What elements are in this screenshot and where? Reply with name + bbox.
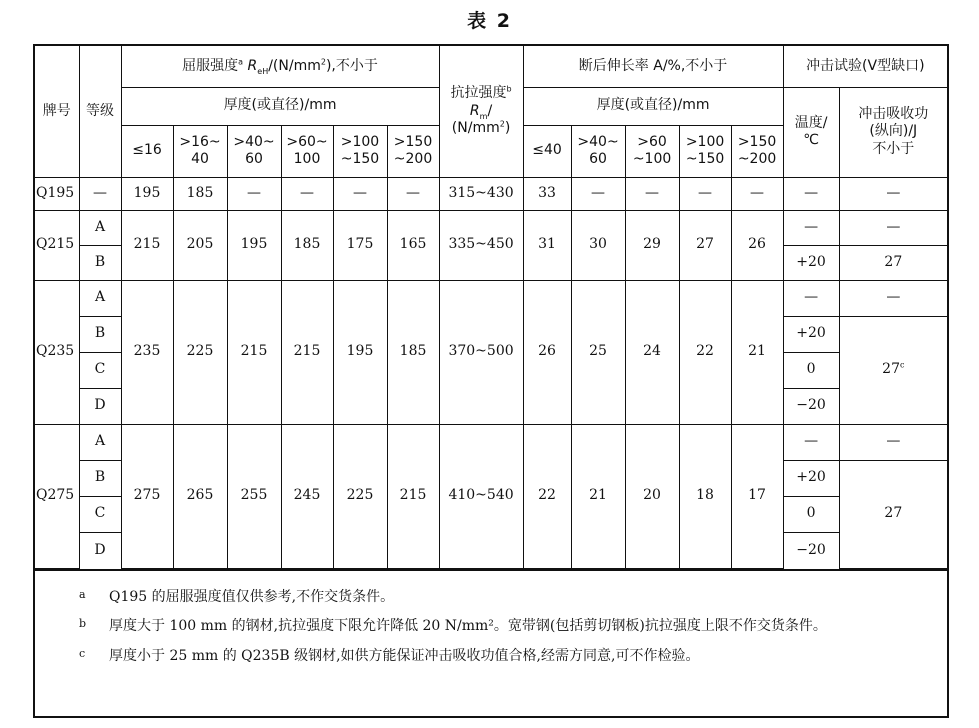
yield-value: 205 [173,210,227,280]
footnote-a [79,585,931,611]
temp-value: −20 [783,388,839,424]
brand-cell: Q215 [35,210,79,280]
yield-value: 185 [281,210,333,280]
yield-value: — [227,177,281,210]
yield-value: 195 [121,177,173,210]
elong-col-5: >150 ~200 [731,125,783,177]
temp-value: 0 [783,352,839,388]
grade-cell: D [79,532,121,568]
elong-value: — [679,177,731,210]
energy-value: 27 [839,245,947,280]
elong-col-2: >40~ 60 [571,125,625,177]
grade-cell: A [79,424,121,460]
yield-value: 265 [173,424,227,568]
yield-value: 245 [281,424,333,568]
grade-cell: B [79,316,121,352]
elong-value: 27 [679,210,731,280]
temp-value: — [783,177,839,210]
yield-value: 165 [387,210,439,280]
header-grade: 等级 [79,46,121,177]
energy-value: — [839,280,947,316]
elong-value: — [731,177,783,210]
yield-col-2: >16~ 40 [173,125,227,177]
yield-value: 175 [333,210,387,280]
table-row [35,177,947,210]
elong-value: — [625,177,679,210]
header-impact-test: 冲击试验(V型缺口) [783,46,947,87]
grade-cell: B [79,245,121,280]
elong-value: 24 [625,280,679,424]
header-elong-thickness: 厚度(或直径)/mm [523,87,783,125]
grade-cell: — [79,177,121,210]
footnote-b [79,614,931,640]
yield-col-3: >40~ 60 [227,125,281,177]
yield-value: 215 [227,280,281,424]
yield-value: — [281,177,333,210]
yield-col-5: >100 ~150 [333,125,387,177]
table-row [35,424,947,460]
temp-value: +20 [783,460,839,496]
energy-value: 27 [839,460,947,568]
footnote-mark: b [79,617,87,631]
yield-value: 185 [173,177,227,210]
header-yield-strength: 屈服强度$^a$ $R_{eH}/(N/mm^2)$,不小于 [121,46,439,87]
temp-value: — [783,210,839,245]
elong-value: 30 [571,210,625,280]
tensile-value: 370~500 [439,280,523,424]
header-tensile-strength: 抗拉强度$^b$ $R_m/$ $(N/mm^2)$ [439,46,523,177]
header-elongation: 断后伸长率 A/%,不小于 [523,46,783,87]
elong-value: 31 [523,210,571,280]
brand-cell: Q195 [35,177,79,210]
yield-col-6: >150 ~200 [387,125,439,177]
yield-value: 195 [333,280,387,424]
elong-col-1: ≤40 [523,125,571,177]
elong-value: 29 [625,210,679,280]
yield-value: 215 [121,210,173,280]
table-footnotes [35,569,947,671]
footnote-text: 厚度大于 100 mm 的钢材,抗拉强度下限允许降低 20 N/mm²。宽带钢(包括剪切钢板)抗拉强度上限不作交货条件。 [109,618,827,635]
grade-cell: C [79,352,121,388]
elong-col-3: >60 ~100 [625,125,679,177]
grade-cell: A [79,280,121,316]
temp-value: −20 [783,532,839,568]
yield-value: 275 [121,424,173,568]
elong-value: 22 [523,424,571,568]
elong-value: 25 [571,280,625,424]
elong-col-4: >100 ~150 [679,125,731,177]
brand-cell: Q235 [35,280,79,424]
energy-value: 27$^c$ [839,316,947,424]
yield-value: 255 [227,424,281,568]
temp-value: +20 [783,316,839,352]
elong-value: 26 [523,280,571,424]
yield-col-1: ≤16 [121,125,173,177]
footnote-mark: a [79,587,86,601]
table-title: 表 2 [467,10,512,32]
yield-value: 185 [387,280,439,424]
elong-value: 17 [731,424,783,568]
header-temperature: 温度/ ℃ [783,87,839,177]
tensile-value: 335~450 [439,210,523,280]
yield-value: 215 [281,280,333,424]
yield-value: — [387,177,439,210]
yield-value: 215 [387,424,439,568]
grade-cell: A [79,210,121,245]
table-row [35,280,947,316]
grade-cell: D [79,388,121,424]
tensile-value: 315~430 [439,177,523,210]
tensile-value: 410~540 [439,424,523,568]
footnote-text: 厚度小于 25 mm 的 Q235B 级钢材,如供方能保证冲击吸收功值合格,经需方同意,可不作检验。 [109,648,700,665]
footnote-c [79,644,931,670]
yield-value: 195 [227,210,281,280]
temp-value: +20 [783,245,839,280]
temp-value: — [783,424,839,460]
yield-value: — [333,177,387,210]
elong-value: 21 [571,424,625,568]
temp-value: 0 [783,496,839,532]
grade-cell: B [79,460,121,496]
energy-value: — [839,424,947,460]
grade-cell: C [79,496,121,532]
steel-properties-table [35,46,947,569]
elong-value: 20 [625,424,679,568]
brand-cell: Q275 [35,424,79,568]
footnote-mark: c [79,647,86,661]
elong-value: 21 [731,280,783,424]
elong-value: 18 [679,424,731,568]
yield-col-4: >60~ 100 [281,125,333,177]
header-yield-thickness: 厚度(或直径)/mm [121,87,439,125]
table-row [35,210,947,245]
footnote-text: Q195 的屈服强度值仅供参考,不作交货条件。 [109,588,395,605]
elong-value: 26 [731,210,783,280]
yield-value: 225 [173,280,227,424]
header-brand: 牌号 [35,46,79,177]
temp-value: — [783,280,839,316]
yield-value: 235 [121,280,173,424]
elong-value: 22 [679,280,731,424]
yield-value: 225 [333,424,387,568]
header-impact-energy: 冲击吸收功 (纵向)/J 不小于 [839,87,947,177]
energy-value: — [839,210,947,245]
elong-value: — [571,177,625,210]
spec-sheet [33,44,949,718]
elong-value: 33 [523,177,571,210]
energy-value: — [839,177,947,210]
